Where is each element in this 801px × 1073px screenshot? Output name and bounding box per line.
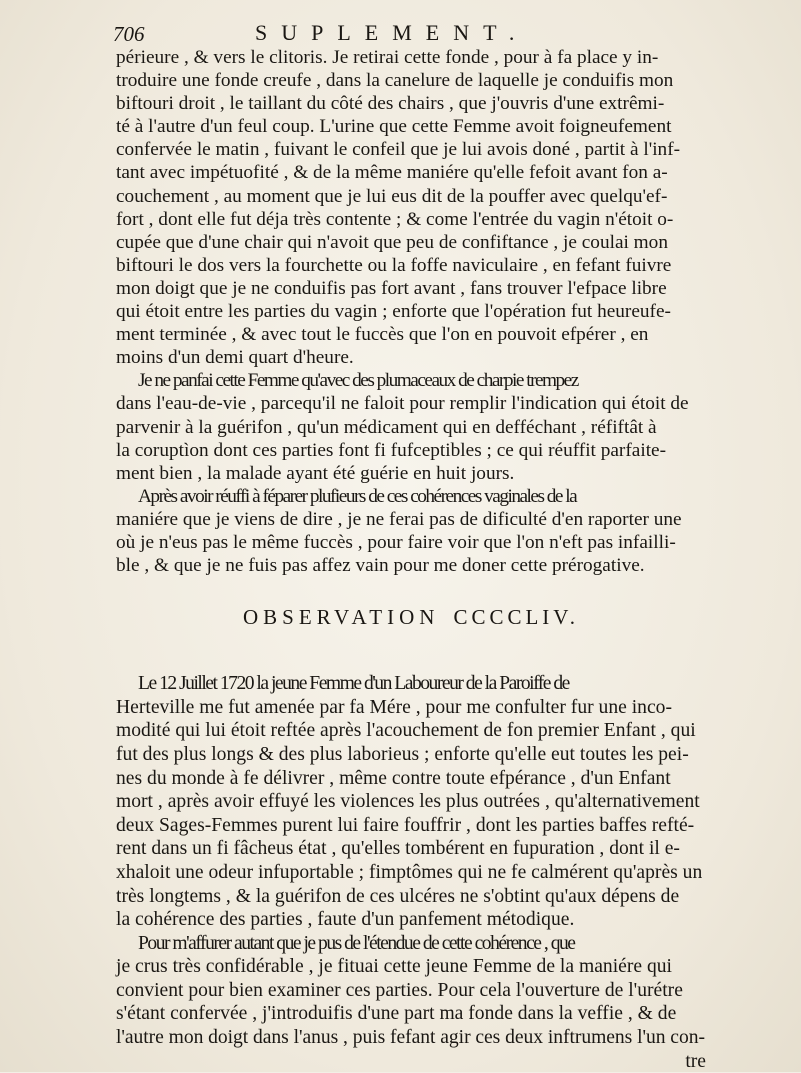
text-line: tant avec impétuofité , & de la même maniére qu'elle fefoit avant fon a- — [116, 162, 668, 184]
text-line: biftouri droit , le taillant du côté des chairs , que j'ouvris d'une extrêmi- — [116, 93, 665, 115]
paragraph-1 — [116, 46, 706, 369]
text-line: moins d'un demi quart d'heure. — [116, 347, 354, 369]
text-line: l'autre mon doigt dans l'anus , puis fefant agir ces deux inftrumens l'un con- — [116, 1027, 705, 1049]
text-line: s'étant confervée , j'introduifis d'une part ma fonde dans la veffie , & de — [116, 1003, 677, 1025]
text-line: ble , & que je ne fuis pas affez vain pour me doner cette prérogative. — [116, 555, 645, 577]
text-line: je crus très confidérable , je fituai cette jeune Femme de la maniére qui — [116, 956, 673, 978]
text-line: parvenir à la guérifon , qu'un médicament qui en defféchant , réfiftât à — [116, 416, 657, 438]
text-line: modité qui lui étoit reftée après l'acouchement de fon premier Enfant , qui — [116, 720, 696, 742]
text-line: ment terminée , & avec tout le fuccès que l'on en pouvoit efpérer , en — [116, 324, 649, 346]
observation-heading — [116, 605, 706, 630]
text-line: Le 12 Juillet 1720 la jeune Femme d'un Laboureur de la Paroiffe de — [138, 673, 569, 695]
text-line: où je n'eus pas le même fuccès , pour faire voir que l'on n'eft pas infailli- — [116, 531, 676, 553]
text-line: rent dans un fi fâcheus état , qu'elles tombérent en fupuration , dont il e- — [116, 838, 680, 860]
text-line: la cohérence des parties , faute d'un panfement métodique. — [116, 909, 575, 931]
text-line: cupée que d'une chair qui n'avoit que peu de confiftance , je coulai mon — [116, 231, 668, 253]
text-line: qui étoit entre les parties du vagin ; enforte que l'opération fut heureufe- — [116, 301, 671, 323]
text-line: Pour m'affurer autant que je pus de l'étendue de cette cohérence , que — [138, 932, 575, 954]
text-line: troduire une fonde creufe , dans la canelure de laquelle je conduifis mon — [116, 70, 674, 92]
running-title: SUPLEMENT. — [255, 20, 529, 45]
text-line: fort , dont elle fut déja très contente ; & come l'entrée du vagin n'étoit o- — [116, 208, 674, 230]
text-line: Herteville me fut amenée par fa Mére , pour me confulter fur une inco- — [116, 696, 672, 718]
text-line: fut des plus longs & des plus laborieus ; enforte qu'elle eut toutes les pei- — [116, 743, 689, 765]
observation-paragraph-1 — [116, 672, 706, 932]
text-line: nes du monde à fe délivrer , même contre toute efpérance , d'un Enfant — [116, 767, 671, 789]
text-line: deux Sages-Femmes purent lui faire fouffrir , dont les parties baffes refté- — [116, 814, 695, 836]
text-line: Je ne panfai cette Femme qu'avec des plumaceaux de charpie trempez — [138, 370, 578, 392]
catchword: tre — [685, 1050, 706, 1072]
paragraph-2 — [116, 369, 706, 484]
text-line: ment bien , la malade ayant été guérie en huit jours. — [116, 462, 515, 484]
body-text — [116, 46, 706, 1073]
text-line: maniére que je viens de dire , je ne ferai pas de dificulté d'en raporter une — [116, 508, 682, 530]
text-line: mon doigt que je ne conduifis pas fort avant , fans trouver l'efpace libre — [116, 277, 667, 299]
observation-label: OBSERVATION — [242, 605, 440, 630]
observation-paragraph-2 — [116, 932, 706, 1073]
text-line: té à l'autre d'un feul coup. L'urine que cette Femme avoit foigneufement — [116, 116, 672, 138]
text-line: périeure , & vers le clitoris. Je retirai cette fonde , pour à fa place y in- — [116, 47, 659, 68]
text-line: xhaloit une odeur infuportable ; fimptômes qui ne fe calmérent qu'après un — [116, 861, 703, 883]
text-line: Après avoir réuffi à féparer plufieurs de ces cohérences vaginales de la — [138, 485, 577, 507]
text-line: convient pour bien examiner ces parties. Pour cela l'ouverture de l'urétre — [116, 979, 683, 1001]
text-line: biftouri le dos vers la fourchette ou la foffe naviculaire , en fefant fuivre — [116, 254, 672, 276]
paragraph-3 — [116, 485, 706, 577]
text-line: très longtems , & la guérifon de ces ulcéres ne s'obtint qu'aux dépens de — [116, 885, 680, 907]
text-line: confervée le matin , fuivant le confeil que je lui avois doné , partit à l'inf- — [116, 139, 681, 161]
text-line: la coruptìon dont ces parties font fi fufceptibles ; ce qui réuffit parfaite- — [116, 439, 667, 461]
text-line: mort , après avoir effuyé les violences les plus outrées , qu'alternativement — [116, 791, 700, 813]
observation-number: CCCCLIV. — [453, 605, 579, 630]
page-number: 706 — [113, 22, 145, 46]
text-line: dans l'eau-de-vie , parcequ'il ne faloit pour remplir l'indication qui étoit de — [116, 393, 689, 415]
text-line: couchement , au moment que je lui eus dit de la pouffer avec quelqu'ef- — [116, 185, 668, 207]
